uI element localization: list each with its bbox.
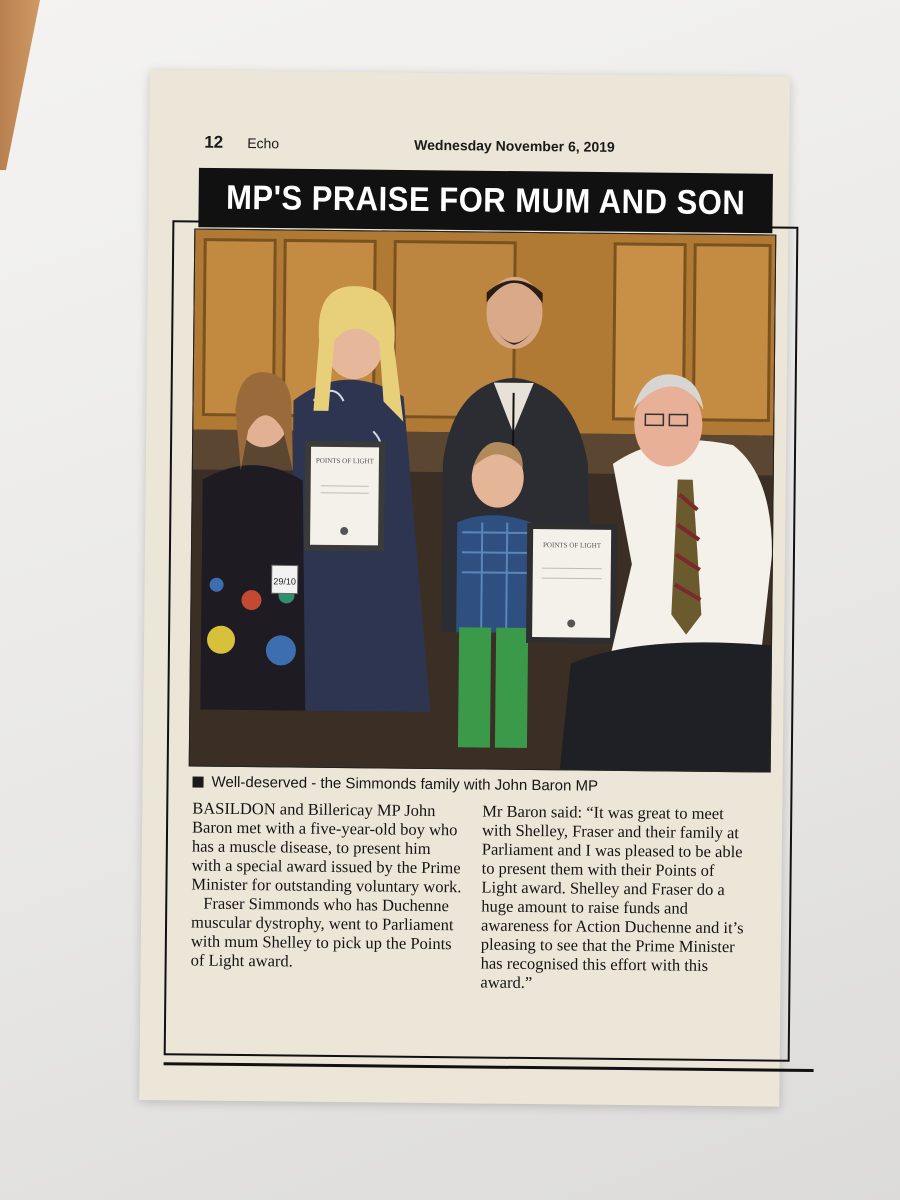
wooden-desk-edge [0, 0, 40, 170]
badge-text: 29/10 [273, 576, 296, 587]
masthead [199, 129, 759, 165]
certificate-title: POINTS OF LIGHT [315, 456, 374, 466]
publication-date: Wednesday November 6, 2019 [414, 136, 615, 155]
page-number: 12 [204, 132, 224, 152]
publication-name: Echo [247, 135, 280, 152]
news-photo [189, 228, 777, 772]
caption-text: Well-deserved - the Simmonds family with John Baron MP [211, 773, 599, 795]
caption-bullet [192, 776, 203, 787]
article-column-right [480, 802, 752, 995]
certificate-title-2: POINTS OF LIGHT [543, 541, 602, 550]
newspaper-clipping [139, 70, 790, 1107]
paragraph: BASILDON and Billericay MP John Baron met with a five-year-old boy who has a muscle disease, to present him with a special award issued by the Prime Minister for outstanding voluntary work. [191, 798, 462, 897]
photo-illustration [190, 229, 776, 771]
article-column-left [191, 798, 463, 972]
paragraph: Mr Baron said: “It was great to meet with Shelley, Fraser and their family at Parliament and I was pleased to be able to present them with their Points of Light award. Shelley and Fraser do a huge amount to raise funds and awareness for Action Duchenne and it’s pleasing to see that the Prime Minister has recognised this effort with this award.” [480, 801, 744, 993]
paragraph: Fraser Simmonds who has Duchenne muscular dystrophy, went to Parliament with mum Shelley to pick up the Points of Light award. [190, 893, 454, 971]
bottom-rule [164, 1062, 814, 1072]
headline: MP'S PRAISE FOR MUM AND SON [198, 168, 773, 233]
